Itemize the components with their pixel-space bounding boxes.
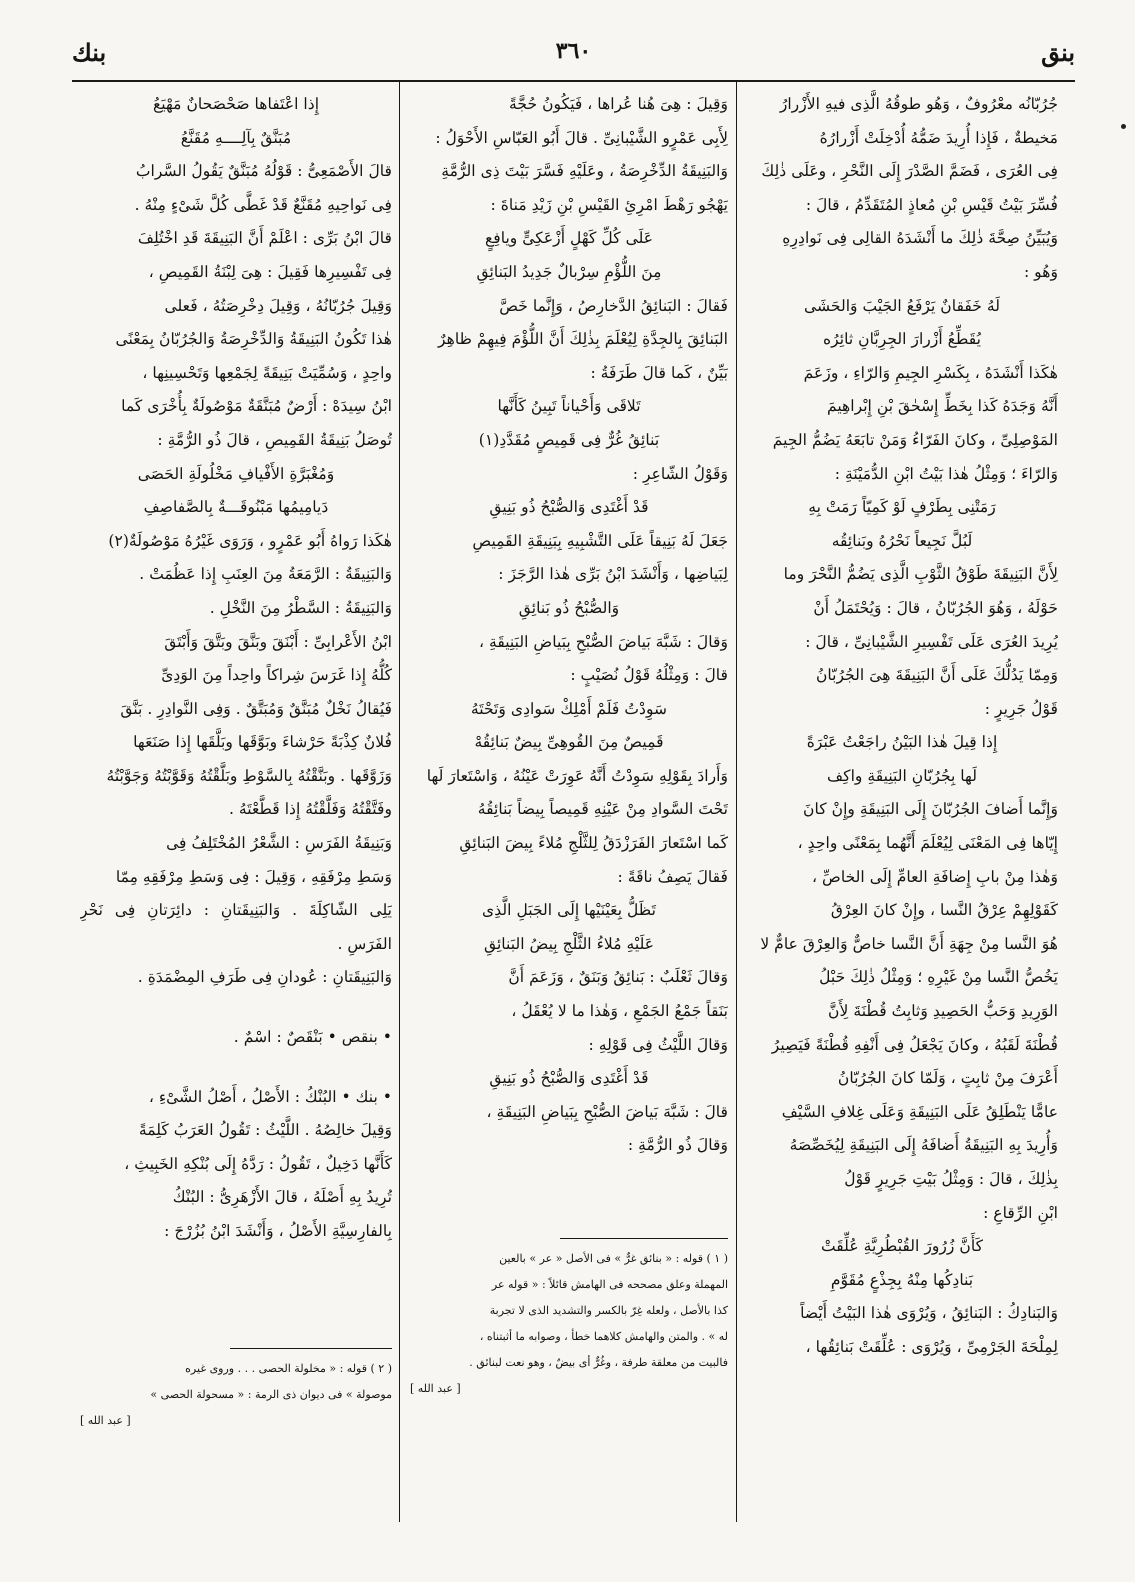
footnote-line: ( ٢ ) قوله : « مخلولة الحصى . . . وروى غيره: [185, 1362, 392, 1375]
page-header: [72, 38, 1075, 78]
text-line: وَقالَ اللَّيْثُ فِى قَوْلِهِ :: [588, 1035, 728, 1054]
text-line: وَزَوَّقَها . وبَنَّقْتُهُ بِالسَّوْطِ وبَلَّقْتُهُ وَقَوَّبْتُهُ وَجَوَّبْتُهُ: [106, 766, 392, 785]
text-line: أَنَّهُ وَجَدَهُ كَذا بِخَطِّ إِسْحٰقَ بْنِ إِبْراهِيمَ: [826, 397, 1058, 416]
verse-line: قَدْ أَغْتَدِى وَالصُّبْحُ ذُو بَنِيقِ: [489, 498, 649, 517]
verse-line: لَبُلَّ نَجِيعاً نَحْرُهُ وبَنائِقُه: [831, 531, 973, 550]
footnote-line: ( ١ ) قوله : « بنائق غرٌّ » فى الأصل « عر » بالعين: [499, 1252, 728, 1265]
verse-line: سَوِدْتُ فَلَمْ أَمْلِكْ سَوادِى وَتَحْتَهُ: [470, 699, 668, 718]
text-line: قَوْلُ جَرِيرٍ :: [984, 699, 1058, 718]
text-line: وَالبَنِيقَتانِ : عُودانِ فِى طَرَفِ المِضْمَدَةِ .: [137, 968, 392, 987]
text-line: وَيُبَيِّنُ صِحَّةَ ذٰلِكَ ما أَنْشَدَهُ القالِى فِى نَوادِرِهِ: [782, 229, 1058, 248]
verse-line: لَهُ خَفَقانٌ يَرْفَعُ الجَيْبَ وَالحَشَى: [803, 296, 1000, 315]
text-line: وَهُو :: [1023, 262, 1058, 281]
text-line: وَهٰذا مِنْ بابِ إِضافَةِ العامِّ إِلَى الخاصِّ ،: [812, 867, 1058, 886]
text-line: يَلِى الشّاكِلَةَ . وَالبَنِيقَتانِ : دائِرَتانِ فِى نَحْرِ الفَرَسِ .: [80, 901, 392, 953]
text-line: كَما اسْتَعارَ الفَرَزْدَقُ لِلثَّلْجِ مُلاءً بِيضَ البَنائِقِ: [459, 834, 728, 853]
entry-bnk: • بنك • البُنْكُ : الأَصْلُ ، أَصْلُ الشَّىْءِ ،: [148, 1087, 392, 1106]
header-rule: [72, 80, 1075, 82]
text-line: فَقالَ يَصِفُ ناقَةً :: [617, 867, 728, 886]
text-line: تُوصَلُ بَنِيقَةُ القَمِيصِ ، قالَ ذُو الرُّمَّةِ :: [157, 430, 392, 449]
column-divider-left: [399, 82, 400, 1522]
text-line: وَقالَ ثَعْلَبٌ : بَنائِقُ وَبَنَقٌ ، وَزَعَمَ أَنَّ: [508, 968, 728, 987]
text-line: وَقالَ ذُو الرُّمَّةِ :: [627, 1136, 728, 1155]
verse-line: قَدْ أَغْتَدِى وَالصُّبْحُ ذُو بَنِيقِ: [489, 1069, 649, 1088]
text-line: كُلُّهُ إِذا غَرَسَ شِراكاً واحِداً مِنَ الوَدِىِّ: [161, 666, 392, 685]
footnote-line: فالبيت من معلقة طرفة ، وغُرٌّ أى بيضٌ ، وهو نعت لبنائق .: [469, 1356, 728, 1369]
footnote-line: المهملة وعلق مصححه فى الهامش قائلاً : « قوله عر: [491, 1278, 728, 1291]
verse-line: مُبَنَّقٌ بِآلِــــهِ مُقَنَّعُ: [180, 128, 292, 147]
text-line: ابْنِ الرِّقاعِ :: [983, 1203, 1058, 1222]
verse-line: إِذا قِيلَ هٰذا البَيْنُ راجَعْتُ عَبْرَةً: [806, 733, 998, 752]
footnote-middle: [410, 1246, 728, 1436]
text-line: عامًّا يَنْطَلِقُ عَلَى البَنِيقَةِ وَعَلَى غِلافِ السَّيْفِ: [781, 1102, 1058, 1121]
text-line: الوَرِيدِ وَحَبُّ الحَصِيدِ وَثابِتُ قُطْنَةَ لِأَنَّ: [828, 1002, 1058, 1021]
verse-line: عَلَى كُلِّ كَهْلٍ أَزْعَكِىٍّ ويافِعٍ: [484, 229, 654, 248]
text-line: بَيِّنٌ ، كَما قالَ طَرَفَةُ :: [590, 363, 728, 382]
text-line: المَوْصِلِىِّ ، وكانَ الفَرّاءُ وَمَنْ تابَعَهُ يَضُمُّ الجِيمَ: [772, 430, 1058, 449]
text-line: فَقالَ : البَنائِقُ الدَّخارِصُ ، وَإِنَّما خَصَّ: [499, 296, 728, 315]
text-line: وَقَوْلُ الشّاعِرِ :: [632, 464, 728, 483]
footnote-line: موصولة » فى ديوان ذى الرمة : « مسحولة الحصى »: [150, 1388, 392, 1401]
text-line: تُرِيدُ بِهِ أَصْلَهُ ، قالَ الأَزْهَرِىُّ : البُنْكُ: [172, 1188, 392, 1207]
text-line: ابْنُ سِيدَهْ : أَرْضٌ مُبَنَّقَةٌ مَوْصُولَةٌ بِأُخْرَى كَما: [121, 397, 392, 416]
header-root-left: بنك: [72, 38, 107, 67]
text-line: واحِدٍ ، وَسُمِّيَتْ بَنِيقَةً لِجَمْعِها وَتَحْسِينِها ،: [142, 363, 392, 382]
text-line: فَيُقالُ نَخْلٌ مُبَنَّقٌ وَمُبَتَّقٌ . وَفِى النَّوادِرِ . بَنَّقَ: [120, 699, 392, 718]
text-line: يَخُصُّ النَّسا مِنْ غَيْرِهِ ؛ وَمِثْلُ ذٰلِكَ حَبْلُ: [819, 968, 1058, 987]
text-line: وَقِيلَ خالِصُهُ . اللَّيْثُ : تَقُولُ العَرَبُ كَلِمَةً: [138, 1121, 392, 1140]
text-line: وفَتَّقْتُهُ وَفَلَّقْتُهُ إِذا قَطَّعْتَهُ .: [229, 800, 392, 819]
text-line: وَالبَنادِكُ : البَنائِقُ ، وَيُرْوَى هٰذا البَيْتُ أَيْضاً: [800, 1304, 1058, 1323]
verse-line: كَأَنَّ زُرُورَ القُبْطُرِيَّةِ عُلِّقَتْ: [820, 1237, 984, 1256]
print-speck: [1121, 124, 1126, 129]
text-line: وَأَرادَ بِقَوْلِهِ سَوِدْتُ أَنَّهُ عَوِرَتْ عَيْنُهُ ، وَاسْتَعارَ لَها: [426, 766, 728, 785]
verse-line: قَمِيصٌ مِنَ القُوهِىِّ بِيضٌ بَنائِقُهْ: [474, 733, 664, 752]
text-line: بَنَقاً جَمْعُ الجَمْعِ ، وَهٰذا ما لا يُعْقَلُ ،: [511, 1002, 728, 1021]
text-line: هُوَ النَّسا مِنْ جِهَةِ أَنَّ النَّسا خاصٌّ وَالعِرْقَ عامٌّ لا: [760, 934, 1058, 953]
verse-line: لَها بِجُرُبّانِ البَنِيقَةِ واكِف: [827, 766, 977, 785]
text-line: البَنائِقَ بِالجِدَّةِ لِيُعْلَمَ بِذٰلِكَ أَنَّ اللُّؤْمَ فِيهِمْ ظاهِرٌ: [438, 330, 728, 349]
text-line: تَحْتَ السَّوادِ مِنْ عَيْنِهِ قَمِيصاً بِيضاً بَنائِقُهُ: [477, 800, 728, 819]
text-line: وَإِنَّما أَضافَ الجُرُبّانَ إِلَى البَنِيقَةِ وإِنْ كانَ: [803, 800, 1058, 819]
text-line: وَالرّاءَ ؛ وَمِثْلُ هٰذا بَيْتُ ابْنِ الدُّمَيْنَةِ :: [834, 464, 1058, 483]
header-root-right: بنق: [1041, 38, 1075, 67]
text-line: فِى نَواحِيهِ مُقَنَّعٌ قَدْ غَطَّى كُلَّ شَىْءٍ مِنْهُ .: [134, 195, 392, 214]
verse-line: بَنائِقُ غُرٌّ فِى قَمِيصٍ مُقَدَّدِ(١): [478, 430, 660, 449]
text-line: لِمِلْحَةَ الجَرْمِىِّ ، وَيُرْوَى : عُلِّقَتْ بَنائِقُها ،: [805, 1337, 1058, 1356]
text-line: حَوْلَهُ ، وَهُوَ الجُرُبّانُ ، قالَ : وَيُحْتَمَلُ أَنْ: [813, 598, 1058, 617]
text-line: لِأَبِى عَمْرٍو الشَّيْبانِىِّ . قالَ أَبُو العَبّاسِ الأَحْوَلُ :: [435, 128, 728, 147]
verse-line: عَلَيْهِ مُلاءُ الثَّلْجِ بِيضُ البَنائِقِ: [483, 934, 655, 953]
text-line: يَهْجُو رَهْطَ امْرِئِ القَيْسِ بْنِ زَيْدِ مَناةَ :: [490, 195, 728, 214]
text-line: فِى العُرَى ، فَضَمَّ الصَّدْرَ إِلَى النَّحْرِ ، وعَلَى ذٰلِكَ: [761, 162, 1058, 181]
text-line: بِالفارِسِيَّةِ الأَصْلُ ، وَأَنْشَدَ ابْنُ بُزُرْجَ :: [164, 1222, 392, 1240]
text-line: فِى تَفْسِيرِها فَقِيلَ : هِىَ لِبْنَةُ القَمِيصِ ،: [148, 262, 392, 281]
text-line: قالَ : شَبَّهَ بَياضَ الصُّبْحِ بِبَياضِ البَنِيقَةِ ،: [486, 1102, 728, 1121]
text-line: وَالبَنِيقَةُ : الرَّمَعَةُ مِنَ العِنَبِ إِذا عَظُمَتْ .: [139, 565, 392, 584]
footnote-left: [80, 1356, 392, 1446]
text-line: وَمِمّا يَدُلُّكَ عَلَى أَنَّ البَنِيقَةَ هِىَ الجُرُبّانُ: [815, 666, 1058, 685]
column-right: [746, 88, 1058, 1528]
footnote-line: له » . والمتن والهامش كلاهما خطأ ، وصوابه ما أثبتناه ،: [479, 1330, 728, 1343]
text-line: يُرِيدَ العُرَى عَلَى تَفْسِيرِ الشَّيْبانِىِّ ، قالَ :: [805, 632, 1058, 651]
text-line: مَخيطةٌ ، فَإِذا أُرِيدَ ضَمُّهُ أُدْخِلَتْ أَزْرارُهُ: [819, 128, 1058, 147]
text-line: وَبَنِيقَةُ الفَرَسِ : الشَّعْرُ المُخْتَلِفُ فِى: [166, 834, 392, 853]
verse-line: تَظَلُّ بِعَيْنَيْها إِلَى الجَبَلِ الَّذِى: [482, 901, 656, 920]
text-line: كَقَوْلِهِمْ عِرْقُ النَّسا ، وإِنْ كانَ العِرْقُ: [830, 901, 1058, 920]
text-line: فُلانٌ كِذْبَةً حَرْشاءَ وبَوَّقَها وبَلَّقَها إِذا صَنَعَها: [133, 733, 392, 752]
verse-line: وَمُغْبَرَّةِ الأَفْيافِ مَخْلُولَةِ الحَصَى: [137, 464, 335, 483]
text-line: وَأُرِيدَ بِهِ البَنِيقَةُ أَضافَهُ إِلَى البَنِيقَةِ لِيُخَصِّصَهُ: [789, 1136, 1058, 1155]
text-line: قالَ الأَصْمَعِىُّ : قَوْلُهُ مُبَنَّقٌ يَقُولُ السَّرابُ: [135, 162, 392, 181]
footnote-rule-middle: [560, 1238, 728, 1239]
text-line: قالَ ابْنُ بَرِّى : اعْلَمْ أَنَّ البَنِيقَةَ قَدِ اخْتُلِفَ: [137, 229, 392, 248]
footnote-rule-left: [230, 1348, 392, 1349]
text-line: وَسَطِ مِرْفَقِهِ ، وَقِيلَ : فِى وَسَطِ مِرْفَقِهِ مِمّا: [115, 867, 392, 886]
column-middle: [410, 88, 728, 1210]
verse-line: إِذا اعْتَفاها صَحْصَحانٌ مَهْيَعُ: [152, 95, 320, 113]
verse-line: يُقَطِّعُ أَزْرارَ الجِرِبَّانِ ثائِرُه: [823, 330, 981, 349]
verse-line: رَمَتْنِى بِطَرْفٍ لَوْ كَمِيّاً رَمَتْ بِهِ: [808, 498, 996, 517]
text-line: إِيّاها فِى المَعْنَى لِيُعْلَمَ أَنَّهُما بِمَعْنًى واحِدٍ ،: [797, 834, 1058, 853]
verse-line: دَيامِيمُها مَبْنُوقَـــةٌ بِالصَّفاصِفِ: [143, 498, 329, 517]
text-line: كَأَنَّها دَخِيلٌ ، تَقُولُ : رَدَّهُ إِلَى بُنْكِهِ الخَبِيثِ ،: [124, 1154, 392, 1173]
verse-line: مِنَ اللُّؤْمِ سِرْبالٌ جَدِيدُ البَنائِقِ: [476, 262, 662, 281]
footnote-signature: [ عبد الله ]: [80, 1414, 131, 1427]
text-line: وَالبَنِيقَةُ : السَّطْرُ مِنَ النَّخْلِ .: [209, 598, 392, 617]
text-line: لِأَنَّ البَنِيقَةَ طَوْقُ الثَّوْبِ الَّذِى يَضُمُّ النَّحْرَ وما: [783, 565, 1058, 584]
page-number: ٣٦٠: [555, 38, 592, 64]
text-line: هٰكَذا أَنْشَدَهُ ، بِكَسْرِ الجِيمِ وَالرّاءِ ، وزَعَمَ: [803, 363, 1058, 382]
text-line: جُرُبّانُه معْرُوفٌ ، وَهُو طوقُهُ الَّذِى فيهِ الأَزْرارُ: [779, 95, 1058, 113]
verse-line: وَالصُّبْحُ ذُو بَنائِقِ: [518, 598, 620, 617]
text-line: وَقِيلَ جُرُبّانُهُ ، وَقِيلَ دِخْرِصَتُهُ ، فَعلى: [164, 296, 392, 315]
verse-line: تَلاقَى وَأَحْياناً تَبِينُ كَأَنَّها: [497, 397, 641, 416]
text-line: هٰذا تَكُونُ البَنِيقَةُ وَالدِّخْرِصَةُ وَالجُرُبّانُ بِمَعْنًى: [115, 330, 392, 349]
text-line: بِذٰلِكَ ، قالَ : وَمِثْلُ بَيْتِ جَرِيرٍ قَوْلُ: [844, 1170, 1058, 1188]
column-divider-right: [736, 82, 737, 1522]
text-line: فُسِّرَ بَيْتُ قَيْسِ بْنِ مُعاذٍ المُتَقَدِّمُ ، قالَ :: [805, 195, 1058, 214]
text-line: لِبَياضِها ، وَأَنْشَدَ ابْنُ بَرِّى هٰذا الرَّجَزَ :: [498, 565, 728, 584]
footnote-line: كذا بالأصل ، ولعله غِرّ بالكسر والتشديد الذى لا تجربة: [489, 1304, 728, 1317]
text-line: وَقِيلَ : هِىَ هُنا عُراها ، فَيَكُونُ حُجَّةً: [509, 95, 728, 113]
column-left: [80, 88, 392, 1328]
text-line: وَالبَنِيقَةُ الدِّخْرِصَةُ ، وعَلَيْهِ فَسَّرَ بَيْتَ ذِى الرُّمَّةِ: [441, 162, 728, 181]
text-line: هٰكَذا رَواهُ أَبُو عَمْرٍو ، وَرَوَى غَيْرُهُ مَوْصُولَةٌ(٢): [108, 531, 392, 550]
text-line: قالَ : وَمِثْلُهُ قَوْلُ نُصَيْبٍ :: [570, 666, 728, 685]
entry-bnqs: • بنقص • بَنْقَصٌ : اسْمٌ .: [233, 1028, 392, 1047]
text-line: ابْنُ الأَعْرابِىِّ : أَبْنَقَ وبَنَّقَ وبَتَّقَ وَأَبْتَقَ: [164, 632, 392, 651]
text-line: أَعْرَفَ مِنْ ثابِتٍ ، وَلَمّا كانَ الجُرُبّانُ: [837, 1069, 1058, 1088]
text-line: قُطْنَةَ لَقَبُهُ ، وكانَ يَجْعَلُ فِى أَنْفِهِ قُطْنَةً فَيَصِيرُ: [771, 1035, 1058, 1054]
footnote-signature: [ عبد الله ]: [410, 1382, 461, 1395]
text-line: وَقالَ : شَبَّهَ بَياضَ الصُّبْحِ بِبَياضِ البَنِيقَةِ ،: [478, 632, 728, 651]
text-line: جَعَلَ لَهُ بَنِيقاً عَلَى التَّشْبِيهِ بِبَنِيقَةِ القَمِيصِ: [472, 531, 728, 550]
verse-line: بَنادِكُها مِنْهُ بِجِذْعٍ مُقَوَّمِ: [830, 1270, 974, 1289]
